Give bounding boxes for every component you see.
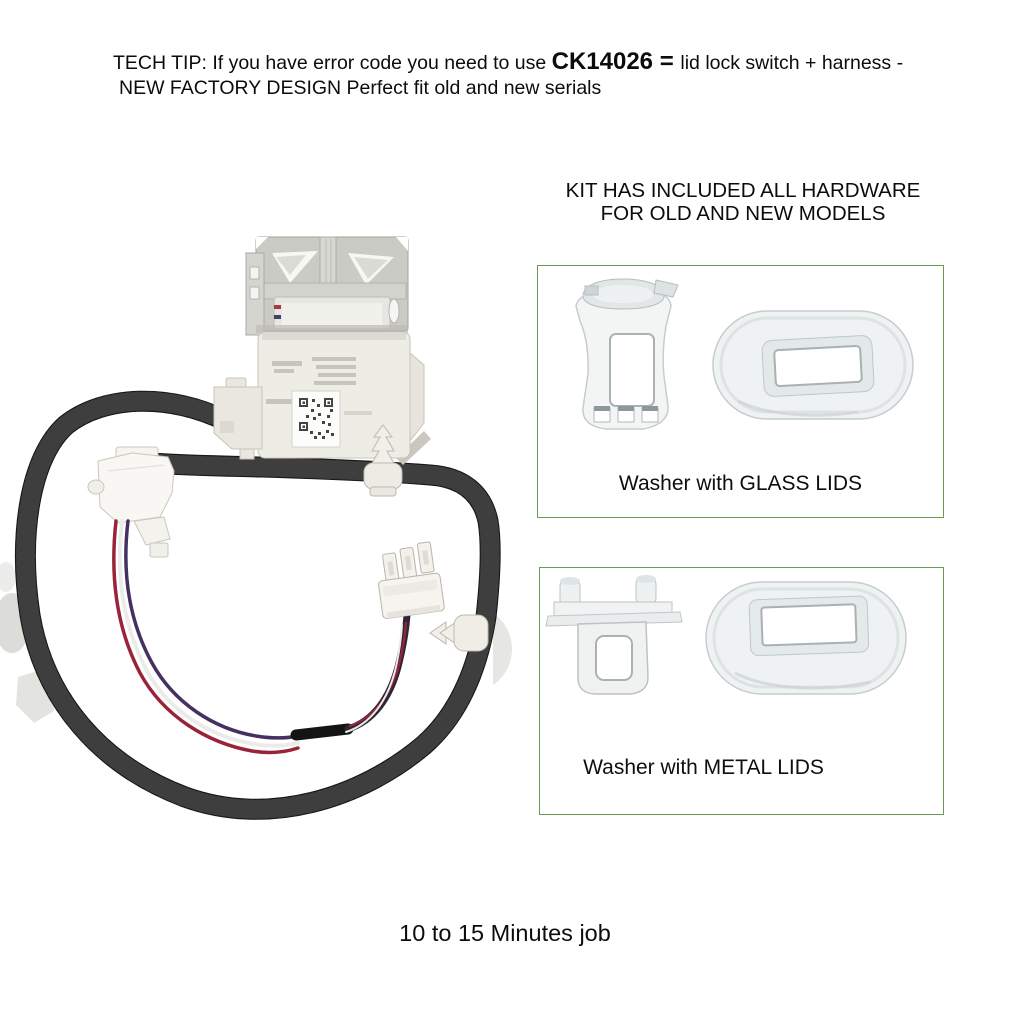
cover-teeth [594,406,658,422]
lid-lock-switch-harness-photo [0,225,530,835]
lid-lock-cover [576,279,678,429]
oval-washer-grommet [713,311,913,419]
glass-lids-caption: Washer with GLASS LIDS [618,472,863,495]
wire-sleeve [296,729,348,735]
lid-strike-bracket [546,575,682,694]
metal-lids-caption: Washer with METAL LIDS [583,756,824,779]
tech-tip-line1 [113,49,913,76]
kit-note-line2: FOR OLD AND NEW MODELS [600,202,886,225]
switch-body [214,332,431,465]
three-pin-connector [374,541,445,619]
mounting-bracket [246,237,408,335]
kit-note-line1: KIT HAS INCLUDED ALL HARDWARE [565,179,921,202]
kit-hardware-note [543,179,943,225]
part-number: CK14026 = [551,48,681,75]
tech-tip-note [113,49,913,101]
tech-tip-line2: NEW FACTORY DESIGN Perfect fit old and new serials [119,77,602,99]
glass-lids-hardware-box [537,265,944,518]
tech-tip-prefix: TECH TIP: If you have error code you need to use [113,52,552,74]
qr-code-label [292,391,340,447]
push-pin-clip-right [430,615,488,651]
install-time-note: 10 to 15 Minutes job [399,920,611,946]
tech-tip-suffix: lid lock switch + harness - [680,52,904,74]
tube-exit-shell [214,378,262,459]
metal-lids-hardware-box [539,567,944,815]
inline-connector [88,447,174,557]
oval-washer-grommet [706,582,906,694]
